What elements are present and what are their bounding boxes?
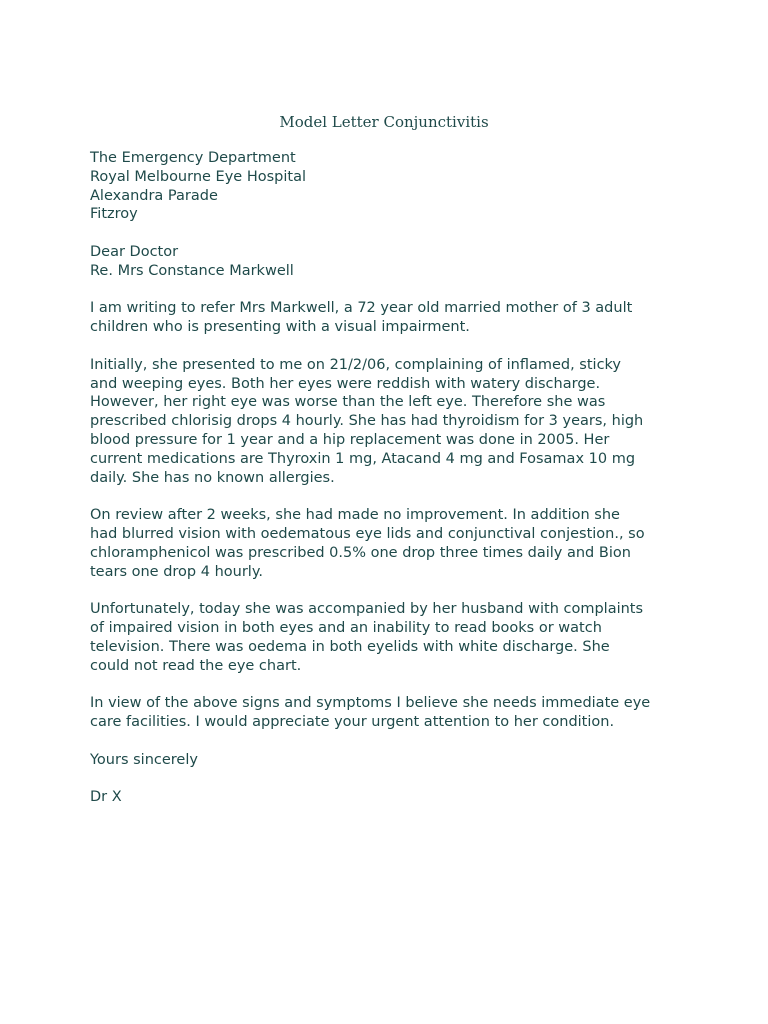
recipient-address xyxy=(90,149,690,224)
paragraph-line: However, her right eye was worse than the left eye. Therefore she was xyxy=(90,394,606,411)
paragraph-line: daily. She has no known allergies. xyxy=(90,469,335,486)
paragraph-line: had blurred vision with oedematous eye lids and conjunctival conjestion., so xyxy=(90,525,645,542)
signature-block xyxy=(90,788,690,807)
paragraph-line: In view of the above signs and symptoms I believe she needs immediate eye xyxy=(90,695,651,712)
paragraph-request xyxy=(90,694,690,732)
paragraph-line: television. There was oedema in both eyelids with white discharge. She xyxy=(90,638,610,655)
paragraph-line: Unfortunately, today she was accompanied by her husband with complaints xyxy=(90,601,644,618)
paragraph-referral xyxy=(90,299,690,337)
re-line: Re. Mrs Constance Markwell xyxy=(90,262,294,279)
paragraph-line: children who is presenting with a visual impairment. xyxy=(90,319,470,336)
paragraph-line: current medications are Thyroxin 1 mg, Atacand 4 mg and Fosamax 10 mg xyxy=(90,450,636,467)
paragraph-review xyxy=(90,506,690,581)
paragraph-line: chloramphenicol was prescribed 0.5% one drop three times daily and Bion xyxy=(90,544,631,561)
paragraph-line: tears one drop 4 hourly. xyxy=(90,563,263,580)
closing-block xyxy=(90,751,690,770)
paragraph-line: blood pressure for 1 year and a hip replacement was done in 2005. Her xyxy=(90,431,610,448)
paragraph-line: of impaired vision in both eyes and an inability to read books or watch xyxy=(90,619,602,636)
paragraph-history xyxy=(90,356,690,488)
paragraph-line: Initially, she presented to me on 21/2/06, complaining of inflamed, sticky xyxy=(90,356,622,373)
paragraph-line: care facilities. I would appreciate your urgent attention to her condition. xyxy=(90,713,615,730)
letter-body xyxy=(90,149,690,807)
address-line: The Emergency Department xyxy=(90,150,296,166)
paragraph-line: I am writing to refer Mrs Markwell, a 72 year old married mother of 3 adult xyxy=(90,300,633,317)
address-line: Alexandra Parade xyxy=(90,187,218,204)
paragraph-line: could not read the eye chart. xyxy=(90,657,302,674)
paragraph-line: On review after 2 weeks, she had made no improvement. In addition she xyxy=(90,507,620,524)
salutation-block xyxy=(90,243,690,281)
address-line: Royal Melbourne Eye Hospital xyxy=(90,168,306,185)
paragraph-line: prescribed chlorisig drops 4 hourly. She has had thyroidism for 3 years, high xyxy=(90,413,644,430)
letter-title: Model Letter Conjunctivitis xyxy=(279,113,489,131)
address-line: Fitzroy xyxy=(90,206,138,223)
paragraph-line: and weeping eyes. Both her eyes were reddish with watery discharge. xyxy=(90,375,601,392)
signature: Dr X xyxy=(90,789,122,806)
paragraph-current xyxy=(90,600,690,675)
closing: Yours sincerely xyxy=(90,751,198,768)
greeting: Dear Doctor xyxy=(90,243,179,260)
